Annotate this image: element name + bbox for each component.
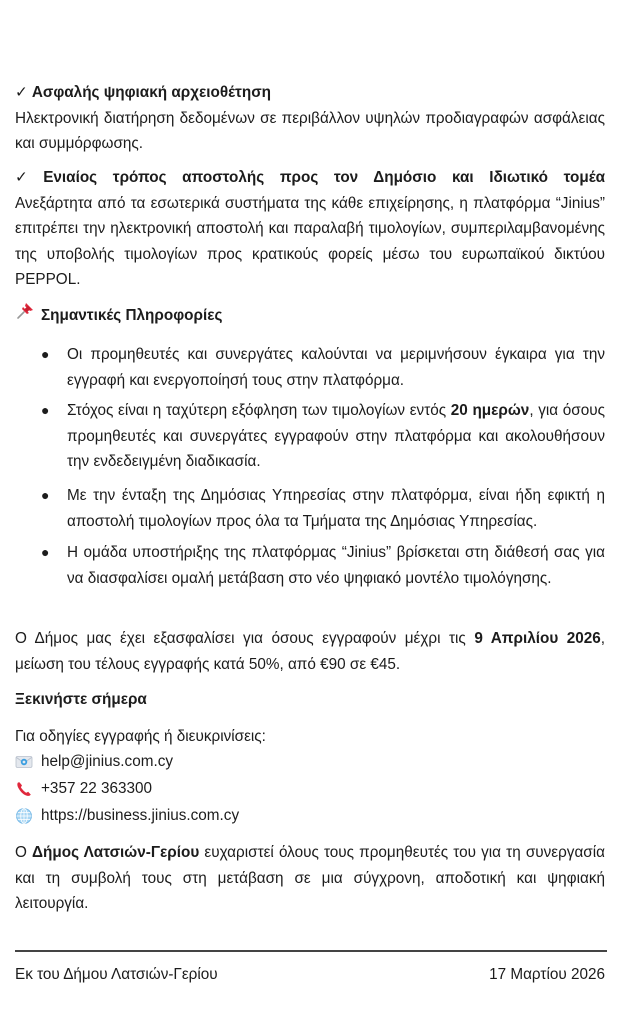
important-info-heading bbox=[15, 301, 605, 330]
highlight-days: 20 ημερών bbox=[450, 402, 530, 419]
section-title: Σημαντικές Πληροφορίες bbox=[41, 306, 223, 324]
pushpin-icon bbox=[15, 301, 35, 330]
bullet-icon: ● bbox=[41, 346, 50, 362]
start-today-heading: Ξεκινήστε σήμερα bbox=[15, 691, 147, 708]
website-link[interactable]: https://business.jinius.com.cy bbox=[41, 806, 240, 824]
footer-date: 17 Μαρτίου 2026 bbox=[489, 966, 605, 983]
discount-paragraph: Ο Δήμος μας έχει εξασφαλίσει για όσους εγγραφούν μέχρι τις 9 Απριλίου 2026, μείωση του τέλους εγγραφής κατά 50%, από €90 σε €45. bbox=[15, 630, 606, 673]
bullet-icon: ● bbox=[41, 402, 50, 418]
feature-title: ✓ Ενιαίος τρόπος αποστολής προς τον Δημόσιο και Ιδιωτικό τομέα bbox=[15, 169, 606, 186]
footer bbox=[15, 964, 605, 986]
bullet-icon: ● bbox=[41, 487, 50, 503]
deadline-date: 9 Απριλίου 2026 bbox=[474, 630, 601, 647]
contact-intro: Για οδηγίες εγγραφής ή διευκρινίσεις: bbox=[15, 728, 266, 745]
phone-number[interactable]: +357 22 363300 bbox=[41, 779, 153, 797]
checkmark-icon: ✓ bbox=[15, 169, 40, 186]
contact-phone[interactable] bbox=[15, 776, 152, 801]
feature-body: Ανεξάρτητα από τα εσωτερικά συστήματα της κάθε επιχείρησης, η πλατφόρμα “Jinius” επιτρέπει την ηλεκτρονική αποστολή και παραλαβή τιμολογίων, συμπεριλαμβανομένης της υποβολής τιμολογίων προς κρατικούς φορείς μέσω του ευρωπαϊκού δικτύου PEPPOL. bbox=[15, 194, 605, 288]
feature-unified-sending bbox=[15, 165, 605, 293]
feature-title: ✓ Ασφαλής ψηφιακή αρχειοθέτηση bbox=[15, 84, 272, 101]
feature-body: Ηλεκτρονική διατήρηση δεδομένων σε περιβάλλον υψηλών προδιαγραφών ασφάλειας και συμμόρφωσης. bbox=[15, 109, 605, 152]
footer-sender: Εκ του Δήμου Λατσιών-Γερίου bbox=[15, 966, 218, 983]
footer-divider bbox=[15, 950, 607, 952]
envelope-icon bbox=[15, 753, 33, 771]
globe-icon bbox=[15, 807, 33, 825]
bullet-icon: ● bbox=[41, 544, 50, 560]
contact-email[interactable] bbox=[15, 749, 173, 774]
phone-icon bbox=[15, 780, 33, 798]
municipality-name: Δήμος Λατσιών-Γερίου bbox=[32, 844, 200, 861]
checkmark-icon: ✓ bbox=[15, 84, 28, 101]
feature-secure-archiving bbox=[15, 80, 605, 157]
email-link[interactable]: help@jinius.com.cy bbox=[41, 752, 174, 770]
thanks-paragraph: Ο Δήμος Λατσιών-Γερίου ευχαριστεί όλους τους προμηθευτές του για τη συνεργασία και τη συμβολή τους στη μετάβαση σε μια σύγχρονη, αποδοτική και ψηφιακή λειτουργία. bbox=[15, 844, 605, 912]
contact-website[interactable] bbox=[15, 803, 239, 828]
